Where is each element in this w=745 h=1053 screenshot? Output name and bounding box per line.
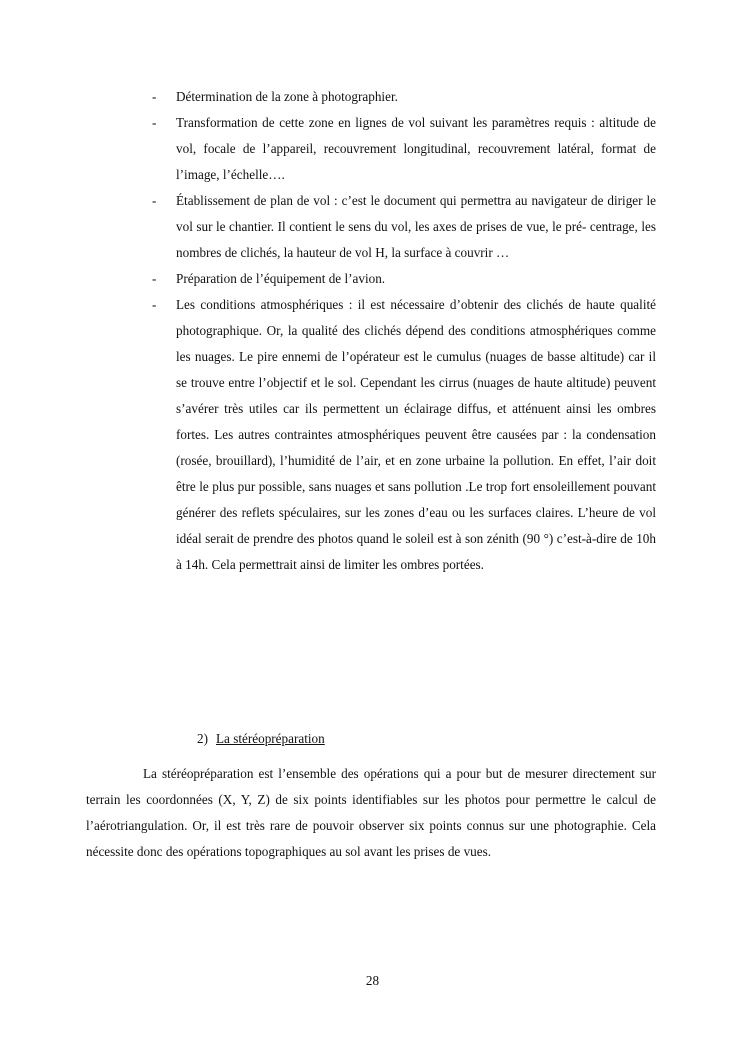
bullet-dash: -	[152, 89, 157, 104]
section-title: La stéréopréparation	[216, 731, 325, 746]
body-paragraph: La stéréopréparation est l’ensemble des opérations qui a pour but de mesurer directement sur terrain les coordonnées (X, Y, Z) de six points identifiables sur les photos pour permettre le calcul de l’aérotriangulation. Or, il est très rare de pouvoir observer six points connus sur une photographie. Cela nécessite donc des opérations topographiques au sol avant les prises de vues.	[86, 766, 656, 859]
bullet-text: Les conditions atmosphériques : il est nécessaire d’obtenir des clichés de haute qualité photographique. Or, la qualité des clichés dépend des conditions atmosphériques comme les nuages. Le pire ennemi de l’opérateur est le cumulus (nuages de basse altitude) car il se trouve entre l’objectif et le sol. Cependant les cirrus (nuages de haute altitude) peuvent s’avérer très utiles car ils permettent un éclairage diffus, et atténuent ainsi les ombres fortes. Les autres contraintes atmosphériques peuvent être causées par : la condensation (rosée, brouillard), l’humidité de l’air, et en zone urbaine la pollution. En effet, l’air doit être le plus pur possible, sans nuages et sans pollution .Le trop fort ensoleillement pouvant générer des reflets spéculaires, sur les zones d’eau ou les surfaces claires. L’heure de vol idéal serait de prendre des photos quand le soleil est à son zénith (90 °) c’est-à-dire de 10h à 14h. Cela permettrait ainsi de limiter les ombres portées.	[176, 297, 656, 572]
bullet-text: Préparation de l’équipement de l’avion.	[176, 271, 386, 286]
section-heading	[197, 727, 325, 751]
bullet-text: Transformation de cette zone en lignes de vol suivant les paramètres requis : altitude de vol, focale de l’appareil, recouvrement longitudinal, recouvrement latéral, format de l’image, l’échelle….	[176, 115, 656, 182]
list-item	[152, 110, 656, 188]
section-number: 2)	[197, 731, 208, 746]
bullet-dash: -	[152, 193, 157, 208]
list-item	[152, 266, 656, 292]
bullet-dash: -	[152, 271, 157, 286]
list-item	[152, 84, 656, 110]
bullet-text: Détermination de la zone à photographier.	[176, 89, 398, 104]
bullet-dash: -	[152, 297, 157, 312]
bullet-list	[152, 84, 656, 578]
list-item	[152, 292, 656, 578]
bullet-text: Établissement de plan de vol : c’est le document qui permettra au navigateur de diriger le vol sur le chantier. Il contient le sens du vol, les axes de prises de vue, le pré- centrage, les nombres de clichés, la hauteur de vol H, la surface à couvrir …	[176, 193, 656, 260]
bullet-dash: -	[152, 115, 157, 130]
page-number: 28	[365, 973, 380, 988]
list-item	[152, 188, 656, 266]
